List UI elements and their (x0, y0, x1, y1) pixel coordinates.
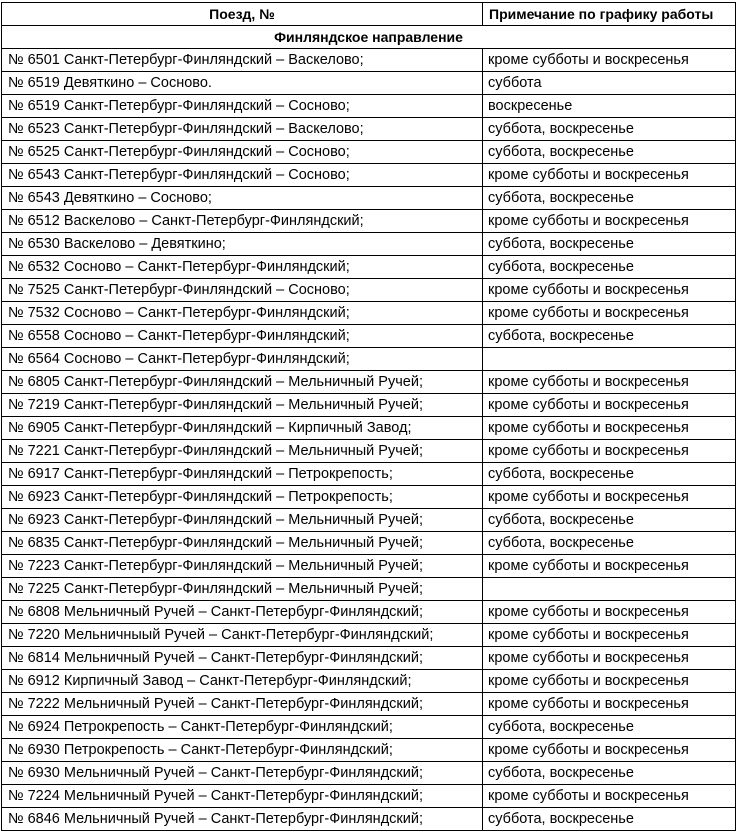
table-row (2, 693, 736, 716)
table-row (2, 371, 736, 394)
train-cell: № 7222 Мельничный Ручей – Санкт-Петербург-Финляндский; (2, 693, 483, 716)
train-cell: № 7223 Санкт-Петербург-Финляндский – Мельничный Ручей; (2, 555, 483, 578)
note-cell: кроме субботы и воскресенья (483, 486, 736, 509)
train-cell: № 6512 Васкелово – Санкт-Петербург-Финляндский; (2, 210, 483, 233)
table-row (2, 578, 736, 601)
train-cell: № 6532 Сосново – Санкт-Петербург-Финляндский; (2, 256, 483, 279)
train-cell: № 7532 Сосново – Санкт-Петербург-Финляндский; (2, 302, 483, 325)
note-cell: кроме субботы и воскресенья (483, 210, 736, 233)
train-cell: № 7525 Санкт-Петербург-Финляндский – Сосново; (2, 279, 483, 302)
note-cell: суббота, воскресенье (483, 141, 736, 164)
train-cell: № 6543 Санкт-Петербург-Финляндский – Сосново; (2, 164, 483, 187)
table-row (2, 118, 736, 141)
note-cell: суббота, воскресенье (483, 762, 736, 785)
train-cell: № 6905 Санкт-Петербург-Финляндский – Кирпичный Завод; (2, 417, 483, 440)
train-cell: № 6930 Мельничный Ручей – Санкт-Петербург-Финляндский; (2, 762, 483, 785)
note-cell: суббота, воскресенье (483, 509, 736, 532)
note-cell: кроме субботы и воскресенья (483, 624, 736, 647)
table-row (2, 785, 736, 808)
note-cell: кроме субботы и воскресенья (483, 693, 736, 716)
note-cell: суббота, воскресенье (483, 325, 736, 348)
note-cell: кроме субботы и воскресенья (483, 670, 736, 693)
train-cell: № 6917 Санкт-Петербург-Финляндский – Петрокрепость; (2, 463, 483, 486)
train-cell: № 6846 Мельничный Ручей – Санкт-Петербург-Финляндский; (2, 808, 483, 831)
table-row (2, 141, 736, 164)
table-row (2, 49, 736, 72)
train-cell: № 6835 Санкт-Петербург-Финляндский – Мельничный Ручей; (2, 532, 483, 555)
table-row (2, 762, 736, 785)
note-cell: воскресенье (483, 95, 736, 118)
train-cell: № 6543 Девяткино – Сосново; (2, 187, 483, 210)
train-cell: № 6519 Девяткино – Сосново. (2, 72, 483, 95)
table-row (2, 624, 736, 647)
table-row (2, 486, 736, 509)
note-cell: кроме субботы и воскресенья (483, 394, 736, 417)
table-row (2, 670, 736, 693)
note-cell: кроме субботы и воскресенья (483, 555, 736, 578)
train-cell: № 7221 Санкт-Петербург-Финляндский – Мельничный Ручей; (2, 440, 483, 463)
train-cell: № 6930 Петрокрепость – Санкт-Петербург-Финляндский; (2, 739, 483, 762)
table-row (2, 279, 736, 302)
table-row (2, 555, 736, 578)
header-note: Примечание по графику работы (483, 3, 736, 26)
header-train: Поезд, № (2, 3, 483, 26)
train-cell: № 6558 Сосново – Санкт-Петербург-Финляндский; (2, 325, 483, 348)
table-row (2, 325, 736, 348)
note-cell (483, 578, 736, 601)
note-cell: суббота, воскресенье (483, 256, 736, 279)
note-cell: кроме субботы и воскресенья (483, 647, 736, 670)
note-cell: суббота, воскресенье (483, 463, 736, 486)
table-row (2, 716, 736, 739)
table-row (2, 256, 736, 279)
table-row (2, 440, 736, 463)
table-row (2, 72, 736, 95)
note-cell: кроме субботы и воскресенья (483, 371, 736, 394)
note-cell: кроме субботы и воскресенья (483, 279, 736, 302)
train-cell: № 6523 Санкт-Петербург-Финляндский – Васкелово; (2, 118, 483, 141)
note-cell: кроме субботы и воскресенья (483, 302, 736, 325)
train-cell: № 6519 Санкт-Петербург-Финляндский – Сосново; (2, 95, 483, 118)
table-row (2, 739, 736, 762)
table-row (2, 164, 736, 187)
train-cell: № 6924 Петрокрепость – Санкт-Петербург-Финляндский; (2, 716, 483, 739)
note-cell: кроме субботы и воскресенья (483, 440, 736, 463)
train-cell: № 6912 Кирпичный Завод – Санкт-Петербург-Финляндский; (2, 670, 483, 693)
note-cell: суббота, воскресенье (483, 808, 736, 831)
note-cell: кроме субботы и воскресенья (483, 739, 736, 762)
train-cell: № 6923 Санкт-Петербург-Финляндский – Мельничный Ручей; (2, 509, 483, 532)
table-row (2, 348, 736, 371)
note-cell: кроме субботы и воскресенья (483, 49, 736, 72)
table-row (2, 601, 736, 624)
table-row (2, 808, 736, 831)
note-cell: суббота, воскресенье (483, 532, 736, 555)
note-cell: суббота, воскресенье (483, 716, 736, 739)
table-row (2, 417, 736, 440)
table-row (2, 509, 736, 532)
note-cell: суббота, воскресенье (483, 233, 736, 256)
section-row (2, 26, 736, 49)
table-row (2, 233, 736, 256)
train-cell: № 6564 Сосново – Санкт-Петербург-Финляндский; (2, 348, 483, 371)
note-cell (483, 348, 736, 371)
table-row (2, 210, 736, 233)
note-cell: кроме субботы и воскресенья (483, 601, 736, 624)
train-cell: № 7225 Санкт-Петербург-Финляндский – Мельничный Ручей; (2, 578, 483, 601)
train-cell: № 7224 Мельничный Ручей – Санкт-Петербург-Финляндский; (2, 785, 483, 808)
table-row (2, 95, 736, 118)
table-row (2, 302, 736, 325)
section-title: Финляндское направление (2, 26, 736, 49)
train-cell: № 6808 Мельничный Ручей – Санкт-Петербург-Финляндский; (2, 601, 483, 624)
note-cell: кроме субботы и воскресенья (483, 785, 736, 808)
train-cell: № 6814 Мельничный Ручей – Санкт-Петербург-Финляндский; (2, 647, 483, 670)
train-cell: № 7219 Санкт-Петербург-Финляндский – Мельничный Ручей; (2, 394, 483, 417)
note-cell: кроме субботы и воскресенья (483, 164, 736, 187)
train-cell: № 6530 Васкелово – Девяткино; (2, 233, 483, 256)
train-cell: № 6501 Санкт-Петербург-Финляндский – Васкелово; (2, 49, 483, 72)
header-row (2, 3, 736, 26)
train-cell: № 6525 Санкт-Петербург-Финляндский – Сосново; (2, 141, 483, 164)
table-row (2, 394, 736, 417)
train-cell: № 6805 Санкт-Петербург-Финляндский – Мельничный Ручей; (2, 371, 483, 394)
table-row (2, 532, 736, 555)
table-row (2, 187, 736, 210)
note-cell: суббота, воскресенье (483, 187, 736, 210)
train-cell: № 6923 Санкт-Петербург-Финляндский – Петрокрепость; (2, 486, 483, 509)
schedule-table (1, 2, 736, 831)
train-cell: № 7220 Мельничныый Ручей – Санкт-Петербург-Финляндский; (2, 624, 483, 647)
note-cell: суббота (483, 72, 736, 95)
note-cell: кроме субботы и воскресенья (483, 417, 736, 440)
table-row (2, 647, 736, 670)
note-cell: суббота, воскресенье (483, 118, 736, 141)
table-row (2, 463, 736, 486)
